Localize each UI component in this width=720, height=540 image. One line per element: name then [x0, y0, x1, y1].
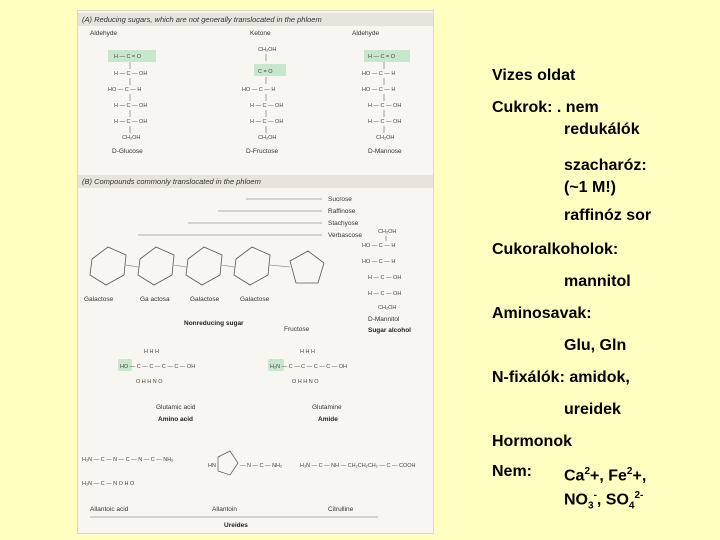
galactose-label-2: Ga actosa: [140, 296, 170, 303]
ureides-label: Ureides: [224, 522, 248, 529]
svg-text:HO — C — H: HO — C — H: [362, 259, 396, 265]
svg-text:H — C — OH: H — C — OH: [368, 291, 402, 297]
svg-text:H — C — OH: H — C — OH: [250, 119, 284, 125]
mannitol-label: D-Mannitol: [368, 316, 400, 323]
svg-text:CH₂OH: CH₂OH: [378, 229, 397, 235]
note-sucrose-concentration: (~1 M!): [564, 179, 616, 196]
svg-text:H₂N — C — C — C — C — OH: H₂N — C — C — C — C — OH: [270, 364, 347, 370]
sucrose-label: Sucrose: [328, 196, 352, 203]
glucose-label: D-Glucose: [112, 148, 143, 155]
svg-text:HO — C — C — C — C — OH: HO — C — C — C — C — OH: [120, 364, 196, 370]
svg-text:CH₂OH: CH₂OH: [258, 135, 277, 141]
svg-text:CH₂OH: CH₂OH: [378, 305, 397, 311]
svg-text:H — C — OH: H — C — OH: [250, 103, 284, 109]
note-aqueous-solution: Vizes oldat: [492, 67, 576, 84]
oligosaccharide-brackets: [138, 199, 322, 235]
svg-text:H — C — OH: H — C — OH: [114, 119, 148, 125]
svg-text:H — C — OH: H — C — OH: [368, 119, 402, 125]
glutamic-acid-structure: [118, 349, 195, 385]
svg-text:HO — C — H: HO — C — H: [242, 87, 276, 93]
ketone-label: Ketone: [250, 30, 271, 37]
svg-text:C = O: C = O: [258, 69, 273, 75]
allantoin-label: Allantoin: [212, 506, 237, 513]
note-sugars: Cukrok: . nem: [492, 99, 599, 116]
svg-text:CH₂OH: CH₂OH: [122, 135, 141, 141]
note-hormones: Hormonok: [492, 433, 572, 450]
note-glu-gln: Glu, Gln: [564, 337, 627, 354]
note-raffinose-series: raffinóz sor: [564, 207, 652, 224]
note-ions-line1: $Ca^2+$, $Fe^2+$,: [564, 466, 647, 485]
svg-text:O H H N O: O H H N O: [136, 379, 163, 385]
svg-text:O H H N O: O H H N O: [292, 379, 319, 385]
svg-text:H H H: H H H: [300, 349, 315, 355]
note-sugar-alcohols: Cukoralkoholok:: [492, 241, 619, 258]
mannose-structure: [362, 50, 410, 141]
svg-text:HO — C — H: HO — C — H: [362, 87, 396, 93]
phloem-compounds-figure: [77, 10, 434, 534]
svg-text:HO — C — H: HO — C — H: [108, 87, 142, 93]
note-ions-line2: $NO_3^-$, $SO_4^{2-}$: [564, 490, 644, 512]
aldehyde-left-label: Aldehyde: [90, 30, 118, 37]
glutamine-label: Glutamine: [312, 404, 342, 411]
svg-text:HO — C — H: HO — C — H: [362, 71, 396, 77]
note-not-label: Nem:: [492, 463, 533, 480]
svg-text:H H H: H H H: [144, 349, 159, 355]
svg-text:HO — C — H: HO — C — H: [362, 243, 396, 249]
svg-text:H — C — OH: H — C — OH: [114, 71, 148, 77]
fructose-label: D-Fructose: [246, 148, 279, 155]
svg-text:H — C = O: H — C = O: [114, 54, 142, 60]
svg-text:H₂N — C — N — C — N — C — NH₂: H₂N — C — N — C — N — C — NH₂: [82, 457, 174, 463]
note-ureides: ureidek: [564, 401, 621, 418]
note-amino-acids: Aminosavak:: [492, 305, 592, 322]
glutamine-structure: [268, 349, 347, 385]
panel-b-title: (B) Compounds commonly translocated in the phloem: [78, 175, 433, 188]
verbascose-label: Verbascose: [328, 232, 362, 239]
amide-label: Amide: [318, 416, 338, 423]
svg-text:H — C — OH: H — C — OH: [114, 103, 148, 109]
svg-text:H — C — OH: H — C — OH: [368, 275, 402, 281]
sugar-alcohol-label: Sugar alcohol: [368, 327, 411, 334]
sugar-rings: [90, 247, 324, 285]
note-sucrose: szacharóz:: [564, 157, 647, 174]
structure-drawings: [78, 11, 433, 533]
citrulline-label: Citrulline: [328, 506, 354, 513]
fructose-structure: [242, 47, 286, 141]
note-mannitol: mannitol: [564, 273, 631, 290]
panel-a-title: (A) Reducing sugars, which are not generally translocated in the phloem: [78, 13, 433, 26]
fructose-b-label: Fructose: [284, 326, 310, 333]
raffinose-label: Raffinose: [328, 208, 356, 215]
svg-text:CH₂OH: CH₂OH: [376, 135, 395, 141]
ureides-structures: [82, 451, 416, 487]
amino-acid-label: Amino acid: [158, 416, 194, 423]
aldehyde-right-label: Aldehyde: [352, 30, 380, 37]
svg-text:H — C — OH: H — C — OH: [368, 103, 402, 109]
galactose-label-1: Galactose: [84, 296, 114, 303]
svg-text:— N — C — NH₂: — N — C — NH₂: [240, 463, 283, 469]
svg-text:H — C = O: H — C = O: [368, 54, 396, 60]
mannose-label: D-Mannose: [368, 148, 402, 155]
note-n-fixers: N-fixálók: amidok,: [492, 369, 630, 386]
svg-text:HN: HN: [208, 463, 216, 469]
glucose-structure: [108, 50, 156, 141]
mannitol-structure: [362, 229, 401, 311]
glutamic-acid-label: Glutamic acid: [156, 404, 196, 411]
stachyose-label: Stachyose: [328, 220, 359, 227]
svg-text:H₂N — C — NH — CH₂CH₂CH₂ — C —: H₂N — C — NH — CH₂CH₂CH₂ — C — COOH: [300, 463, 416, 469]
note-nonreducing: redukálók: [564, 121, 640, 138]
nonreducing-label: Nonreducing sugar: [184, 320, 244, 327]
svg-text:CH₂OH: CH₂OH: [258, 47, 277, 53]
galactose-label-4: Galactose: [240, 296, 270, 303]
svg-text:H₂N — C — N O H O: H₂N — C — N O H O: [82, 481, 135, 487]
allantoic-acid-label: Allantoic acid: [90, 506, 129, 513]
galactose-label-3: Galactose: [190, 296, 220, 303]
